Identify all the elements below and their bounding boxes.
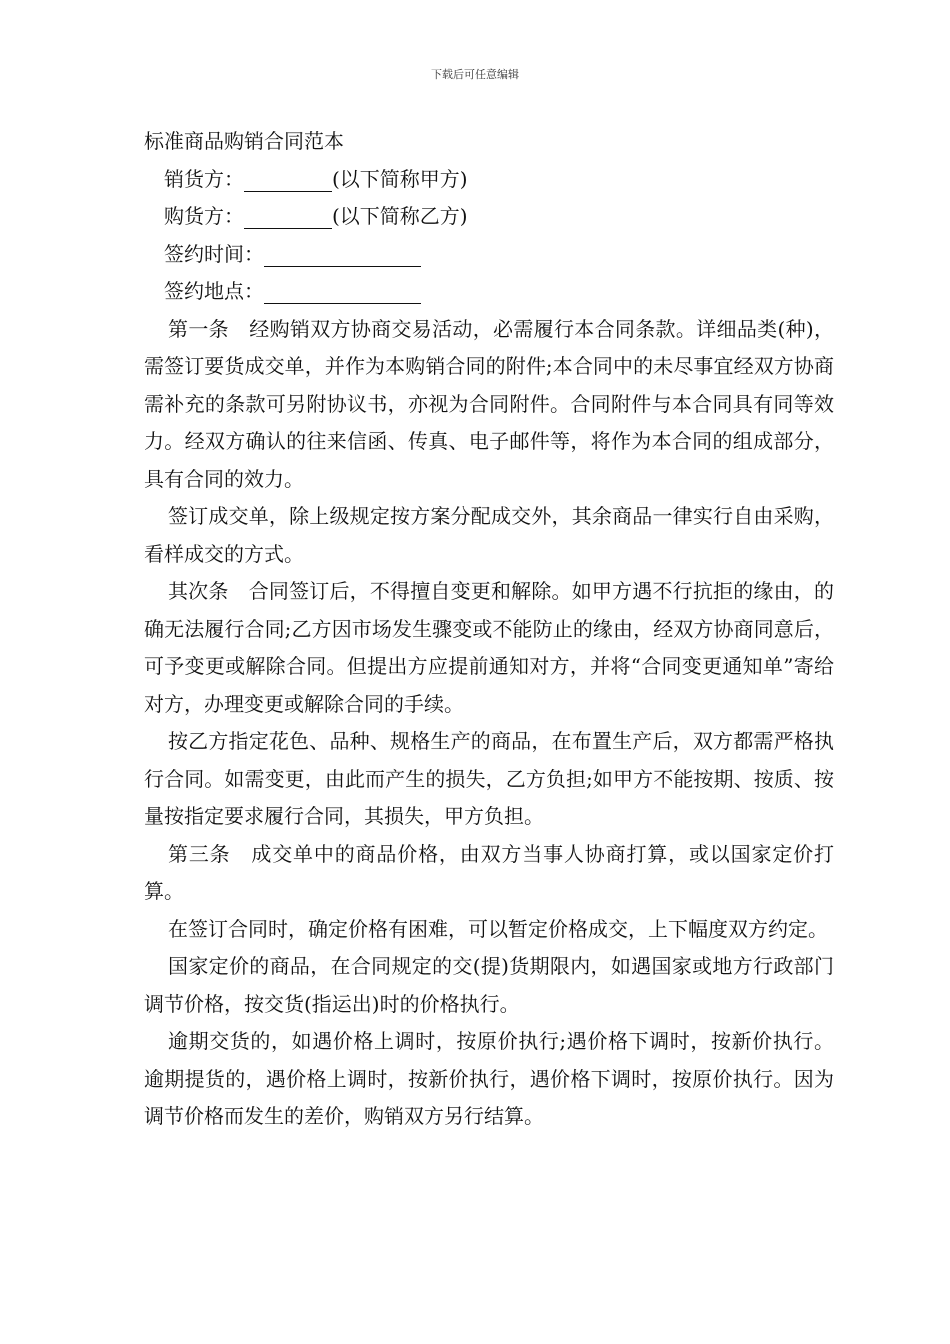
article-1-paragraph: 第一条 经购销双方协商交易活动，必需履行本合同条款。详细品类(种)，需签订要货成交单，并作为本购销合同的附件;本合同中的未尽事宜经双方协商需补充的条款可另附协议书，亦视为合同附件。合同附件与本合同具有同等效力。经双方确认的往来信函、传真、电子邮件等，将作为本合同的组成部分，具有合同的效力。: [144, 316, 834, 491]
field-label: 签约地点：: [164, 279, 264, 303]
overdue-paragraph: 逾期交货的，如遇价格上调时，按原价执行;遇价格下调时，按新价执行。逾期提货的，遇价格上调时，按新价执行，遇价格下调时，按原价执行。因为调节价格而发生的差价，购销双方另行结算。: [144, 1029, 834, 1128]
seller-field: [144, 161, 834, 199]
buyer-blank: [244, 202, 332, 229]
seller-blank: [244, 165, 332, 192]
field-label: 签约时间：: [164, 241, 264, 266]
sign-place-field: [144, 273, 834, 311]
sign-date-field: [144, 236, 834, 274]
sign-date-blank: [264, 240, 421, 267]
article-2-paragraph: 其次条 合同签订后，不得擅自变更和解除。如甲方遇不行抗拒的缘由，的确无法履行合同;乙方因市场发生骤变或不能防止的缘由，经双方协商同意后，可予变更或解除合同。但提出方应提前通知对方，并将“合同变更通知单”寄给对方，办理变更或解除合同的手续。: [144, 579, 834, 716]
field-label: 购货方：: [164, 204, 244, 228]
field-suffix: (以下简称甲方): [332, 166, 468, 191]
document-title: 标准商品购销合同范本: [144, 129, 344, 153]
header-note: 下载后可任意编辑: [431, 68, 519, 81]
contract-body: [144, 123, 834, 1136]
field-label: 销货方：: [164, 166, 244, 191]
buyer-field: [144, 198, 834, 236]
article-3-paragraph: 第三条 成交单中的商品价格，由双方当事人协商打算，或以国家定价打算。: [144, 841, 834, 903]
production-paragraph: 按乙方指定花色、品种、规格生产的商品，在布置生产后，双方都需严格执行合同。如需变更，由此而产生的损失，乙方负担;如甲方不能按期、按质、按量按指定要求履行合同，其损失，甲方负担。: [144, 729, 834, 828]
order-form-paragraph: 签订成交单，除上级规定按方案分配成交外，其余商品一律实行自由采购，看样成交的方式。: [144, 504, 834, 566]
provisional-price-paragraph: 在签订合同时，确定价格有困难，可以暂定价格成交，上下幅度双方约定。: [168, 916, 828, 941]
state-price-paragraph: 国家定价的商品，在合同规定的交(提)货期限内，如遇国家或地方行政部门调节价格，按交货(指运出)时的价格执行。: [144, 954, 834, 1016]
field-suffix: (以下简称乙方): [332, 204, 468, 228]
sign-place-blank: [264, 277, 421, 304]
